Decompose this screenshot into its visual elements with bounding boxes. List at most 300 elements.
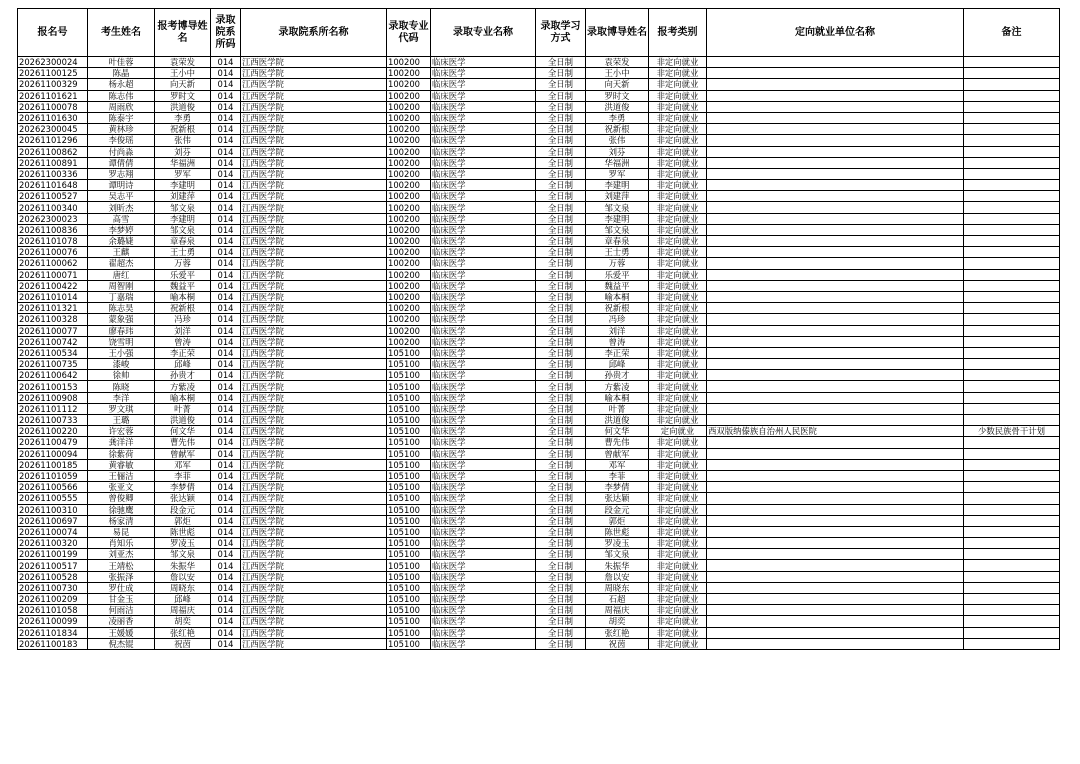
cell-study-mode: 全日制 <box>536 57 586 68</box>
cell-major-name: 临床医学 <box>431 504 536 515</box>
cell-dept-name: 江西医学院 <box>241 582 387 593</box>
cell-registration-no: 20261100062 <box>18 258 88 269</box>
cell-category: 非定向就业 <box>649 202 707 213</box>
cell-dept-name: 江西医学院 <box>241 236 387 247</box>
cell-dept-name: 江西医学院 <box>241 157 387 168</box>
cell-applied-supervisor: 罗军 <box>155 168 211 179</box>
cell-major-name: 临床医学 <box>431 303 536 314</box>
cell-dept-code: 014 <box>211 392 241 403</box>
cell-dept-code: 014 <box>211 79 241 90</box>
cell-dept-code: 014 <box>211 258 241 269</box>
cell-dept-code: 014 <box>211 314 241 325</box>
cell-remark <box>964 560 1060 571</box>
cell-major-name: 临床医学 <box>431 627 536 638</box>
cell-major-name: 临床医学 <box>431 370 536 381</box>
cell-remark <box>964 627 1060 638</box>
cell-employer <box>707 247 964 258</box>
cell-dept-name: 江西医学院 <box>241 101 387 112</box>
cell-employer <box>707 112 964 123</box>
cell-dept-code: 014 <box>211 291 241 302</box>
cell-student-name: 唐红 <box>88 269 155 280</box>
header-cell: 报考博导姓名 <box>155 9 211 57</box>
cell-dept-name: 江西医学院 <box>241 135 387 146</box>
cell-employer <box>707 224 964 235</box>
cell-applied-supervisor: 冯珍 <box>155 314 211 325</box>
table-row <box>18 605 1060 616</box>
cell-category: 非定向就业 <box>649 258 707 269</box>
cell-major-code: 105100 <box>387 370 431 381</box>
cell-student-name: 李梦婷 <box>88 224 155 235</box>
header-cell: 录取学习方式 <box>536 9 586 57</box>
cell-admitted-supervisor: 曾涛 <box>586 336 649 347</box>
cell-admitted-supervisor: 石超 <box>586 594 649 605</box>
cell-admitted-supervisor: 喻本桐 <box>586 291 649 302</box>
cell-student-name: 王小强 <box>88 347 155 358</box>
cell-registration-no: 20261101630 <box>18 112 88 123</box>
cell-major-name: 临床医学 <box>431 90 536 101</box>
cell-remark <box>964 493 1060 504</box>
cell-major-code: 105100 <box>387 482 431 493</box>
cell-dept-code: 014 <box>211 571 241 582</box>
cell-category: 非定向就业 <box>649 594 707 605</box>
cell-remark <box>964 415 1060 426</box>
cell-dept-name: 江西医学院 <box>241 538 387 549</box>
cell-remark <box>964 191 1060 202</box>
cell-registration-no: 20261100862 <box>18 146 88 157</box>
cell-employer <box>707 616 964 627</box>
cell-admitted-supervisor: 乐爱平 <box>586 269 649 280</box>
cell-dept-code: 014 <box>211 582 241 593</box>
cell-remark: 少数民族骨干计划 <box>964 426 1060 437</box>
cell-employer <box>707 448 964 459</box>
cell-student-name: 徐驰鹰 <box>88 504 155 515</box>
cell-remark <box>964 616 1060 627</box>
table-row <box>18 180 1060 191</box>
cell-registration-no: 20261100566 <box>18 482 88 493</box>
cell-admitted-supervisor: 王士勇 <box>586 247 649 258</box>
cell-major-code: 100200 <box>387 236 431 247</box>
cell-dept-name: 江西医学院 <box>241 213 387 224</box>
cell-major-name: 临床医学 <box>431 616 536 627</box>
cell-dept-code: 014 <box>211 213 241 224</box>
cell-study-mode: 全日制 <box>536 303 586 314</box>
cell-applied-supervisor: 叶菁 <box>155 403 211 414</box>
cell-registration-no: 20261100153 <box>18 381 88 392</box>
table-header <box>18 9 1060 57</box>
cell-employer <box>707 157 964 168</box>
cell-dept-code: 014 <box>211 303 241 314</box>
table-row <box>18 526 1060 537</box>
cell-student-name: 王俪洁 <box>88 470 155 481</box>
cell-applied-supervisor: 袁荣发 <box>155 57 211 68</box>
cell-dept-name: 江西医学院 <box>241 571 387 582</box>
cell-registration-no: 20261101834 <box>18 627 88 638</box>
cell-major-name: 临床医学 <box>431 213 536 224</box>
cell-applied-supervisor: 洪道俊 <box>155 415 211 426</box>
cell-dept-name: 江西医学院 <box>241 325 387 336</box>
cell-major-code: 100200 <box>387 157 431 168</box>
cell-dept-name: 江西医学院 <box>241 549 387 560</box>
table-body <box>18 57 1060 650</box>
header-cell: 定向就业单位名称 <box>707 9 964 57</box>
cell-admitted-supervisor: 胡奕 <box>586 616 649 627</box>
cell-dept-name: 江西医学院 <box>241 347 387 358</box>
cell-employer <box>707 549 964 560</box>
cell-category: 非定向就业 <box>649 247 707 258</box>
cell-admitted-supervisor: 喻本桐 <box>586 392 649 403</box>
cell-registration-no: 20261101621 <box>18 90 88 101</box>
cell-dept-code: 014 <box>211 415 241 426</box>
cell-dept-code: 014 <box>211 90 241 101</box>
cell-applied-supervisor: 魏益平 <box>155 280 211 291</box>
table-row <box>18 470 1060 481</box>
cell-dept-name: 江西医学院 <box>241 504 387 515</box>
cell-registration-no: 20261100555 <box>18 493 88 504</box>
cell-remark <box>964 157 1060 168</box>
cell-study-mode: 全日制 <box>536 191 586 202</box>
cell-applied-supervisor: 邓军 <box>155 459 211 470</box>
cell-major-code: 100200 <box>387 168 431 179</box>
cell-major-name: 临床医学 <box>431 258 536 269</box>
cell-dept-name: 江西医学院 <box>241 638 387 649</box>
cell-registration-no: 20261100328 <box>18 314 88 325</box>
cell-dept-name: 江西医学院 <box>241 90 387 101</box>
cell-admitted-supervisor: 李菲 <box>586 470 649 481</box>
cell-dept-name: 江西医学院 <box>241 359 387 370</box>
cell-dept-name: 江西医学院 <box>241 627 387 638</box>
cell-employer <box>707 482 964 493</box>
cell-dept-code: 014 <box>211 269 241 280</box>
cell-student-name: 李俊瑶 <box>88 135 155 146</box>
cell-study-mode: 全日制 <box>536 549 586 560</box>
cell-dept-name: 江西医学院 <box>241 336 387 347</box>
cell-applied-supervisor: 邱峰 <box>155 359 211 370</box>
cell-student-name: 倪杰锟 <box>88 638 155 649</box>
cell-study-mode: 全日制 <box>536 336 586 347</box>
cell-remark <box>964 202 1060 213</box>
table-row <box>18 303 1060 314</box>
cell-applied-supervisor: 李建明 <box>155 180 211 191</box>
cell-student-name: 叶佳蓉 <box>88 57 155 68</box>
cell-admitted-supervisor: 祝新根 <box>586 303 649 314</box>
cell-remark <box>964 247 1060 258</box>
cell-dept-code: 014 <box>211 549 241 560</box>
cell-study-mode: 全日制 <box>536 616 586 627</box>
cell-study-mode: 全日制 <box>536 392 586 403</box>
cell-student-name: 李洋 <box>88 392 155 403</box>
cell-applied-supervisor: 万蓉 <box>155 258 211 269</box>
cell-dept-code: 014 <box>211 325 241 336</box>
cell-category: 非定向就业 <box>649 168 707 179</box>
cell-student-name: 周雨欣 <box>88 101 155 112</box>
cell-employer <box>707 504 964 515</box>
cell-dept-code: 014 <box>211 504 241 515</box>
cell-category: 非定向就业 <box>649 415 707 426</box>
cell-dept-name: 江西医学院 <box>241 191 387 202</box>
cell-major-name: 临床医学 <box>431 325 536 336</box>
cell-category: 非定向就业 <box>649 403 707 414</box>
cell-major-code: 105100 <box>387 415 431 426</box>
cell-category: 非定向就业 <box>649 336 707 347</box>
cell-dept-name: 江西医学院 <box>241 448 387 459</box>
cell-dept-code: 014 <box>211 68 241 79</box>
cell-registration-no: 20261100183 <box>18 638 88 649</box>
cell-remark <box>964 325 1060 336</box>
cell-employer <box>707 57 964 68</box>
cell-student-name: 谭倩倩 <box>88 157 155 168</box>
cell-employer <box>707 370 964 381</box>
cell-applied-supervisor: 朱振华 <box>155 560 211 571</box>
cell-dept-code: 014 <box>211 437 241 448</box>
cell-applied-supervisor: 罗凌玉 <box>155 538 211 549</box>
table-row <box>18 247 1060 258</box>
cell-employer <box>707 180 964 191</box>
cell-remark <box>964 594 1060 605</box>
cell-study-mode: 全日制 <box>536 90 586 101</box>
cell-registration-no: 20262300023 <box>18 213 88 224</box>
cell-dept-name: 江西医学院 <box>241 459 387 470</box>
cell-applied-supervisor: 张伟 <box>155 135 211 146</box>
cell-student-name: 王媛媛 <box>88 627 155 638</box>
cell-study-mode: 全日制 <box>536 157 586 168</box>
cell-registration-no: 20261101059 <box>18 470 88 481</box>
cell-registration-no: 20261100220 <box>18 426 88 437</box>
cell-student-name: 蒙象强 <box>88 314 155 325</box>
cell-applied-supervisor: 胡奕 <box>155 616 211 627</box>
cell-remark <box>964 146 1060 157</box>
cell-dept-code: 014 <box>211 526 241 537</box>
cell-study-mode: 全日制 <box>536 135 586 146</box>
cell-admitted-supervisor: 洪道俊 <box>586 101 649 112</box>
cell-registration-no: 20261101296 <box>18 135 88 146</box>
cell-applied-supervisor: 洪道俊 <box>155 101 211 112</box>
cell-major-code: 100200 <box>387 101 431 112</box>
cell-registration-no: 20261100329 <box>18 79 88 90</box>
cell-applied-supervisor: 段金元 <box>155 504 211 515</box>
cell-employer: 西双版纳傣族自治州人民医院 <box>707 426 964 437</box>
cell-major-name: 临床医学 <box>431 515 536 526</box>
cell-dept-name: 江西医学院 <box>241 314 387 325</box>
cell-registration-no: 20261100742 <box>18 336 88 347</box>
cell-employer <box>707 459 964 470</box>
cell-category: 非定向就业 <box>649 280 707 291</box>
cell-major-code: 100200 <box>387 124 431 135</box>
cell-applied-supervisor: 刘洋 <box>155 325 211 336</box>
cell-registration-no: 20261100479 <box>18 437 88 448</box>
cell-student-name: 翟超杰 <box>88 258 155 269</box>
cell-employer <box>707 202 964 213</box>
cell-major-name: 临床医学 <box>431 437 536 448</box>
cell-major-name: 临床医学 <box>431 224 536 235</box>
cell-category: 非定向就业 <box>649 325 707 336</box>
cell-study-mode: 全日制 <box>536 236 586 247</box>
cell-admitted-supervisor: 方紫凌 <box>586 381 649 392</box>
cell-registration-no: 20261100076 <box>18 247 88 258</box>
cell-employer <box>707 582 964 593</box>
cell-applied-supervisor: 周福庆 <box>155 605 211 616</box>
table-row <box>18 515 1060 526</box>
cell-major-code: 105100 <box>387 627 431 638</box>
cell-applied-supervisor: 李正荣 <box>155 347 211 358</box>
cell-major-code: 105100 <box>387 459 431 470</box>
cell-study-mode: 全日制 <box>536 325 586 336</box>
cell-admitted-supervisor: 邹文泉 <box>586 549 649 560</box>
cell-applied-supervisor: 章春泉 <box>155 236 211 247</box>
table-row <box>18 57 1060 68</box>
cell-registration-no: 20261100730 <box>18 582 88 593</box>
cell-dept-name: 江西医学院 <box>241 180 387 191</box>
cell-registration-no: 20262300024 <box>18 57 88 68</box>
cell-study-mode: 全日制 <box>536 101 586 112</box>
cell-major-code: 100200 <box>387 224 431 235</box>
table-row <box>18 314 1060 325</box>
cell-category: 非定向就业 <box>649 616 707 627</box>
cell-dept-code: 014 <box>211 448 241 459</box>
cell-student-name: 许宏蓉 <box>88 426 155 437</box>
cell-category: 非定向就业 <box>649 224 707 235</box>
cell-admitted-supervisor: 张红艳 <box>586 627 649 638</box>
table-row <box>18 112 1060 123</box>
cell-major-name: 临床医学 <box>431 605 536 616</box>
cell-admitted-supervisor: 冯珍 <box>586 314 649 325</box>
cell-major-code: 105100 <box>387 549 431 560</box>
cell-category: 非定向就业 <box>649 124 707 135</box>
cell-dept-name: 江西医学院 <box>241 482 387 493</box>
cell-employer <box>707 538 964 549</box>
cell-employer <box>707 493 964 504</box>
admission-sheet <box>17 8 1060 650</box>
table-row <box>18 403 1060 414</box>
cell-applied-supervisor: 詹以安 <box>155 571 211 582</box>
cell-remark <box>964 470 1060 481</box>
cell-applied-supervisor: 张红艳 <box>155 627 211 638</box>
cell-remark <box>964 258 1060 269</box>
table-row <box>18 482 1060 493</box>
cell-dept-name: 江西医学院 <box>241 291 387 302</box>
cell-admitted-supervisor: 詹以安 <box>586 571 649 582</box>
cell-category: 非定向就业 <box>649 504 707 515</box>
table-row <box>18 213 1060 224</box>
cell-student-name: 罗志翔 <box>88 168 155 179</box>
cell-major-name: 临床医学 <box>431 459 536 470</box>
cell-major-code: 100200 <box>387 291 431 302</box>
cell-employer <box>707 347 964 358</box>
table-row <box>18 448 1060 459</box>
cell-student-name: 张振泽 <box>88 571 155 582</box>
cell-dept-code: 014 <box>211 247 241 258</box>
cell-major-code: 100200 <box>387 135 431 146</box>
cell-study-mode: 全日制 <box>536 638 586 649</box>
table-row <box>18 90 1060 101</box>
cell-admitted-supervisor: 罗时文 <box>586 90 649 101</box>
table-row <box>18 426 1060 437</box>
cell-remark <box>964 236 1060 247</box>
cell-major-code: 100200 <box>387 112 431 123</box>
cell-admitted-supervisor: 章春泉 <box>586 236 649 247</box>
table-row <box>18 79 1060 90</box>
cell-dept-code: 014 <box>211 101 241 112</box>
cell-registration-no: 20261101014 <box>18 291 88 302</box>
cell-major-name: 临床医学 <box>431 571 536 582</box>
table-row <box>18 202 1060 213</box>
table-row <box>18 560 1060 571</box>
cell-admitted-supervisor: 邹文泉 <box>586 224 649 235</box>
cell-admitted-supervisor: 祝茵 <box>586 638 649 649</box>
cell-study-mode: 全日制 <box>536 370 586 381</box>
cell-employer <box>707 627 964 638</box>
cell-applied-supervisor: 孙贵才 <box>155 370 211 381</box>
cell-registration-no: 20261100697 <box>18 515 88 526</box>
cell-admitted-supervisor: 祝新根 <box>586 124 649 135</box>
cell-student-name: 杨家清 <box>88 515 155 526</box>
cell-student-name: 凌丽香 <box>88 616 155 627</box>
cell-major-name: 临床医学 <box>431 135 536 146</box>
cell-study-mode: 全日制 <box>536 347 586 358</box>
cell-study-mode: 全日制 <box>536 202 586 213</box>
cell-major-code: 105100 <box>387 605 431 616</box>
cell-employer <box>707 280 964 291</box>
cell-remark <box>964 571 1060 582</box>
cell-category: 非定向就业 <box>649 526 707 537</box>
cell-remark <box>964 303 1060 314</box>
table-row <box>18 359 1060 370</box>
cell-remark <box>964 504 1060 515</box>
cell-remark <box>964 336 1060 347</box>
cell-major-code: 105100 <box>387 470 431 481</box>
cell-dept-name: 江西医学院 <box>241 381 387 392</box>
cell-study-mode: 全日制 <box>536 538 586 549</box>
cell-admitted-supervisor: 罗凌玉 <box>586 538 649 549</box>
cell-applied-supervisor: 郭炬 <box>155 515 211 526</box>
cell-dept-name: 江西医学院 <box>241 79 387 90</box>
cell-registration-no: 20261100077 <box>18 325 88 336</box>
cell-dept-name: 江西医学院 <box>241 247 387 258</box>
table-row <box>18 415 1060 426</box>
cell-remark <box>964 90 1060 101</box>
cell-admitted-supervisor: 李建明 <box>586 213 649 224</box>
cell-employer <box>707 146 964 157</box>
cell-study-mode: 全日制 <box>536 68 586 79</box>
cell-major-name: 临床医学 <box>431 146 536 157</box>
cell-dept-name: 江西医学院 <box>241 370 387 381</box>
cell-study-mode: 全日制 <box>536 124 586 135</box>
cell-dept-code: 014 <box>211 560 241 571</box>
cell-admitted-supervisor: 张伟 <box>586 135 649 146</box>
cell-student-name: 吴志平 <box>88 191 155 202</box>
cell-admitted-supervisor: 李勇 <box>586 112 649 123</box>
cell-dept-name: 江西医学院 <box>241 515 387 526</box>
cell-dept-code: 014 <box>211 426 241 437</box>
cell-major-code: 105100 <box>387 359 431 370</box>
cell-study-mode: 全日制 <box>536 582 586 593</box>
cell-registration-no: 20261100642 <box>18 370 88 381</box>
cell-employer <box>707 303 964 314</box>
cell-student-name: 周智刚 <box>88 280 155 291</box>
cell-dept-code: 014 <box>211 470 241 481</box>
cell-major-code: 105100 <box>387 347 431 358</box>
cell-study-mode: 全日制 <box>536 258 586 269</box>
cell-applied-supervisor: 邱峰 <box>155 594 211 605</box>
header-cell: 录取博导姓名 <box>586 9 649 57</box>
cell-category: 非定向就业 <box>649 90 707 101</box>
cell-student-name: 罗仕成 <box>88 582 155 593</box>
cell-study-mode: 全日制 <box>536 594 586 605</box>
cell-major-name: 临床医学 <box>431 426 536 437</box>
cell-study-mode: 全日制 <box>536 213 586 224</box>
cell-admitted-supervisor: 王小中 <box>586 68 649 79</box>
cell-registration-no: 20261100310 <box>18 504 88 515</box>
cell-student-name: 王麒 <box>88 247 155 258</box>
